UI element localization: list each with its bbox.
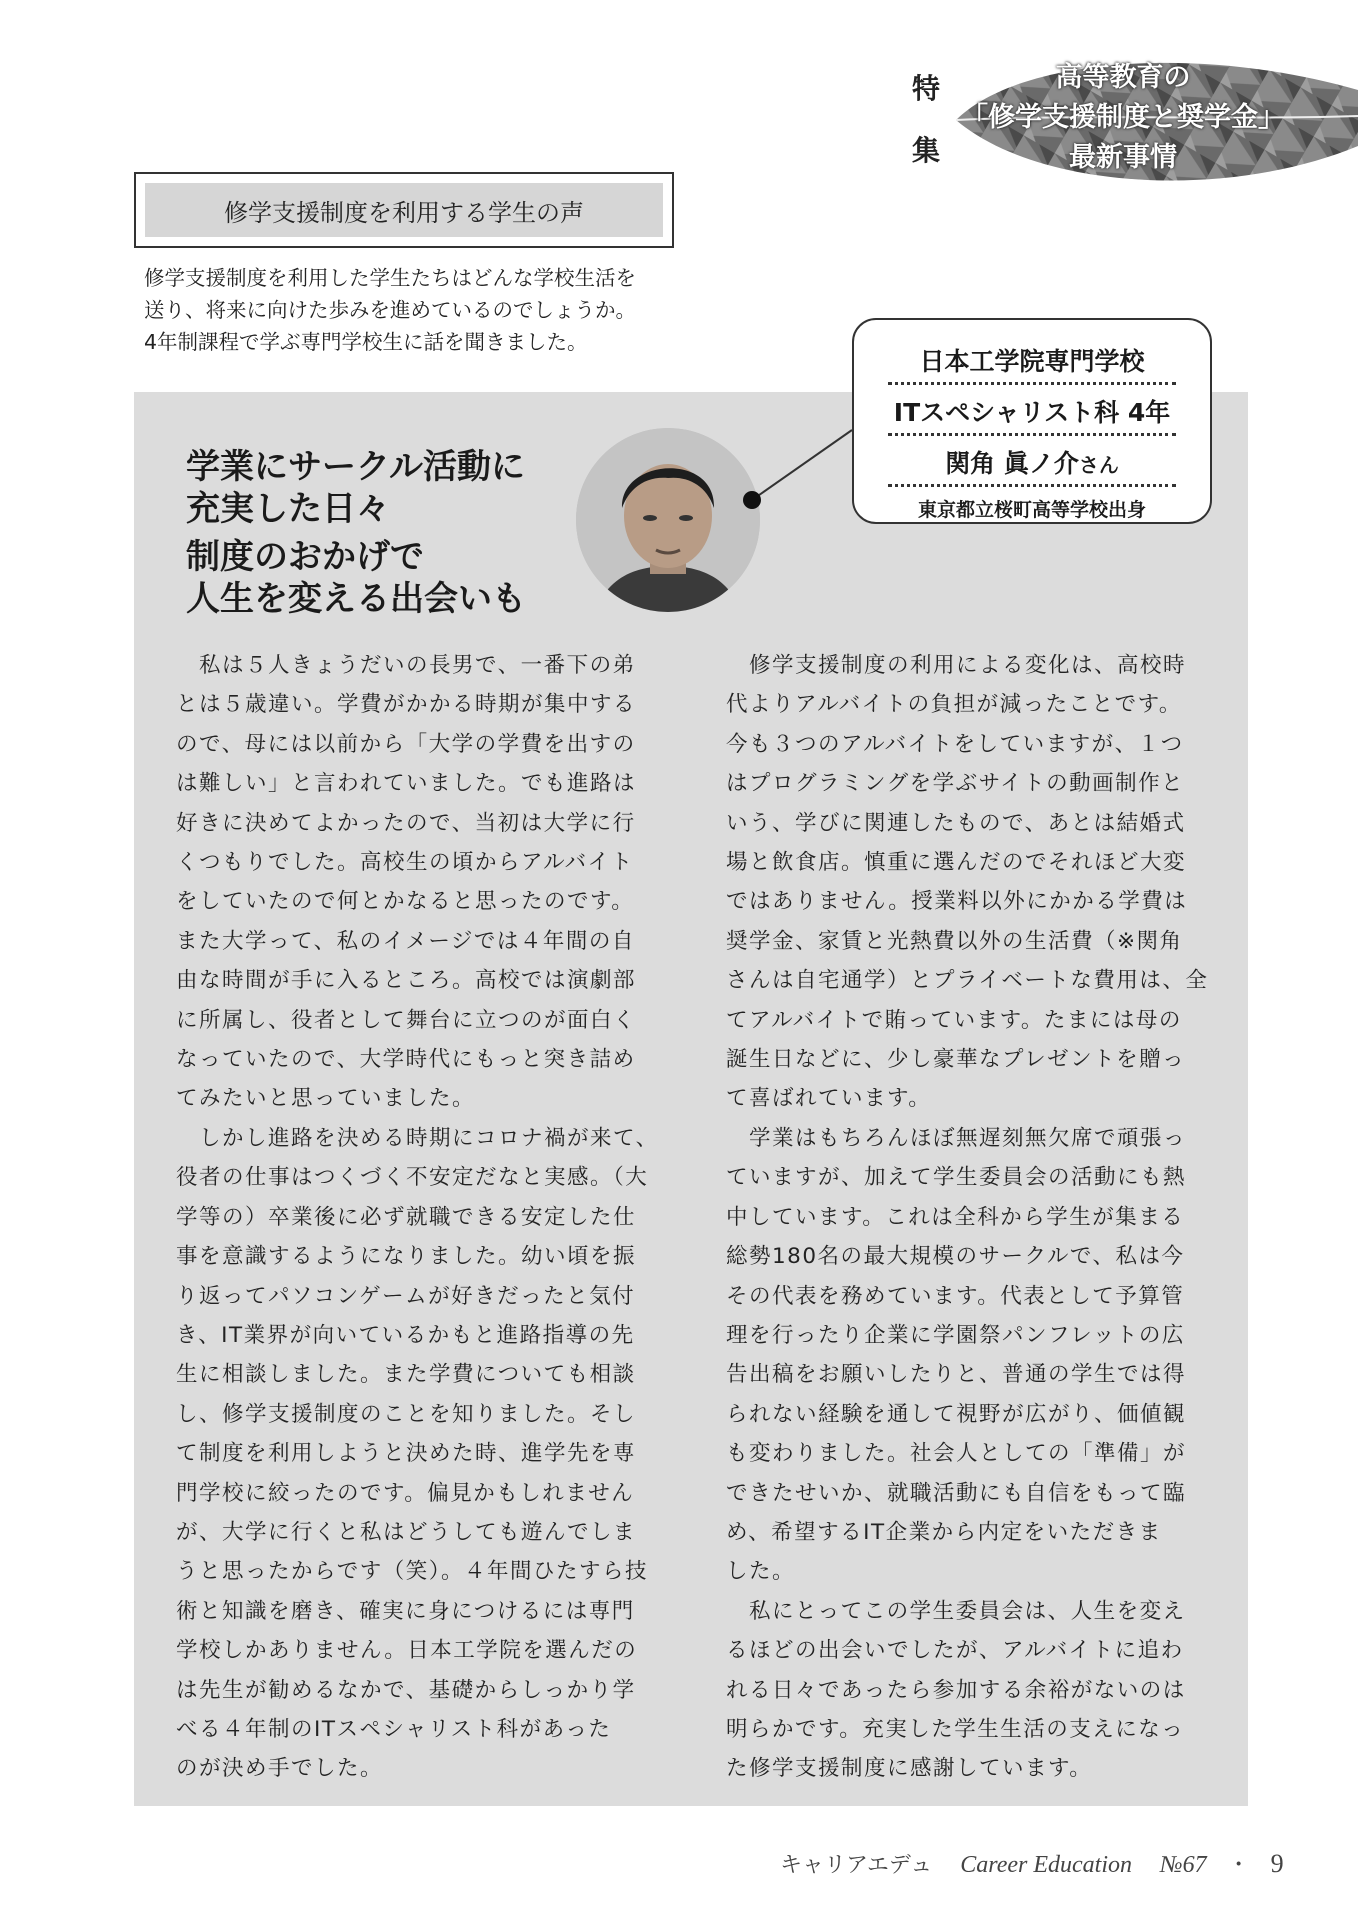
body-line: くつもりでした。高校生の頃からアルバイト: [176, 850, 634, 876]
intro-line: 修学支援制度を利用した学生たちはどんな学校生活を: [144, 266, 636, 290]
profile-card: [852, 318, 1212, 524]
page-number: 9: [1270, 1849, 1284, 1878]
body-line: は先生が勧めるなかで、基礎からしっかり学: [176, 1677, 636, 1703]
body-line: き、IT業界が向いているかもと進路指導の先: [176, 1322, 635, 1348]
body-line: てアルバイトで賄っています。たまには母の: [726, 1007, 1182, 1033]
feature-title-line: 高等教育の: [1055, 62, 1191, 93]
body-line: ではありません。授業料以外にかかる学費は: [726, 889, 1188, 915]
body-line: なっていたので、大学時代にもっと突き詰め: [176, 1047, 636, 1073]
intro-line: 4年制課程で学ぶ専門学校生に話を聞きました。: [144, 330, 588, 354]
headline: [186, 446, 586, 620]
body-line: 場と飲食店。慎重に選んだのでそれほど大変: [726, 850, 1187, 876]
feature-mark-char: 集: [911, 134, 940, 167]
body-line: 事を意識するようになりました。幼い頃を振: [176, 1244, 637, 1270]
body-column-left: [176, 646, 682, 1789]
headline-line: 制度のおかげで: [186, 537, 424, 577]
body-line: をしていたので何とかなると思ったのです。: [176, 889, 635, 915]
body-line: て喜ばれています。: [726, 1086, 932, 1112]
body-line: さんは自宅通学）とプライベートな費用は、全: [726, 968, 1209, 994]
body-line: 今も３つのアルバイトをしていますが、１つ: [726, 731, 1184, 757]
footer-magazine-ja: キャリアエデュ: [780, 1853, 933, 1878]
profile-name: 関角 眞ノ介: [945, 449, 1079, 478]
body-line: 総勢180名の最大規模のサークルで、私は今: [726, 1244, 1185, 1270]
body-line: られない経験を通して視野が広がり、価値観: [726, 1401, 1187, 1427]
body-line: も変わりました。社会人としての「準備」が: [726, 1441, 1187, 1467]
body-line: できたせいか、就職活動にも自信をもって臨: [726, 1480, 1187, 1506]
body-line: 学等の）卒業後に必ず就職できる安定した仕: [176, 1204, 637, 1230]
body-line: は難しい」と言われていました。でも進路は: [176, 771, 637, 797]
body-line: 学業はもちろんほぼ無遅刻無欠席で頑張っ: [726, 1125, 1187, 1151]
body-line: その代表を務めています。代表として予算管: [726, 1283, 1185, 1309]
body-line: 術と知識を磨き、確実に身につけるには専門: [176, 1598, 635, 1624]
profile-name-line: [888, 444, 1176, 487]
body-line: 私にとってこの学生委員会は、人生を変え: [726, 1598, 1186, 1624]
body-line: てみたいと思っていました。: [176, 1086, 476, 1112]
headline-part-2: [186, 536, 586, 620]
footer-magazine-en: Career Education: [960, 1852, 1132, 1878]
profile-department: ITスペシャリスト科 4年: [888, 393, 1176, 436]
body-column-right: [726, 646, 1232, 1789]
headline-line: 人生を変える出会いも: [186, 579, 526, 619]
body-line: 由な時間が手に入るところ。高校では演劇部: [176, 968, 637, 994]
body-line: た修学支援制度に感謝しています。: [726, 1756, 1093, 1782]
footer-separator: ・: [1227, 1853, 1250, 1878]
body-line: 奨学金、家賃と光熱費以外の生活費（※関角: [726, 928, 1183, 954]
feature-title-line: 「修学支援制度と奨学金」: [961, 102, 1285, 133]
body-line: 好きに決めてよかったので、当初は大学に行: [176, 810, 636, 836]
body-line: 理を行ったり企業に学園祭パンフレットの広: [726, 1322, 1185, 1348]
profile-high-school: 東京都立桜町高等学校出身: [917, 499, 1146, 521]
body-line: が、大学に行くと私はどうしても遊んでしま: [176, 1519, 637, 1545]
body-line: り返ってパソコンゲームが好きだったと気付: [176, 1283, 636, 1309]
body-line: 誕生日などに、少し豪華なプレゼントを贈っ: [726, 1047, 1186, 1073]
body-line: 門学校に絞ったのです。偏見かもしれません: [176, 1480, 635, 1506]
intro-line: 送り、将来に向けた歩みを進めているのでしょうか。: [144, 298, 636, 322]
feature-title: [958, 58, 1288, 178]
body-line: に所属し、役者として舞台に立つのが面白く: [176, 1007, 637, 1033]
body-line: るほどの出会いでしたが、アルバイトに追わ: [726, 1638, 1184, 1664]
headline-line: 充実した日々: [186, 489, 390, 529]
callout-connector: [740, 420, 860, 520]
body-line: 私は５人きょうだいの長男で、一番下の弟: [176, 653, 636, 678]
headline-part-1: [186, 446, 586, 530]
section-heading: 修学支援制度を利用する学生の声: [145, 183, 663, 237]
feature-mark: [906, 58, 946, 182]
intro-text: [144, 262, 704, 358]
body-line: した。: [726, 1559, 796, 1585]
body-line: のが決め手でした。: [176, 1756, 384, 1782]
body-line: 告出稿をお願いしたりと、普通の学生では得: [726, 1362, 1187, 1388]
feature-mark-char: 特: [911, 72, 940, 105]
body-line: いう、学びに関連したもので、あとは結婚式: [726, 810, 1186, 836]
headline-line: 学業にサークル活動に: [186, 447, 525, 487]
profile-honorific: さん: [1078, 453, 1119, 477]
section-heading-box: [134, 172, 674, 248]
body-line: 役者の仕事はつくづく不安定だなと実感。（大: [176, 1165, 649, 1191]
body-line: め、希望するIT企業から内定をいただきま: [726, 1519, 1162, 1545]
body-line: 中しています。これは全科から学生が集まる: [726, 1204, 1185, 1230]
feature-title-line: 最新事情: [1069, 142, 1177, 173]
page-footer: [780, 1848, 1284, 1879]
body-line: 生に相談しました。また学費についても相談: [176, 1362, 636, 1388]
body-line: 代よりアルバイトの負担が減ったことです。: [726, 692, 1182, 718]
body-line: し、修学支援制度のことを知りました。そし: [176, 1401, 637, 1427]
body-line: また大学って、私のイメージでは４年間の自: [176, 928, 635, 954]
body-line: れる日々であったら参加する余裕がないのは: [726, 1677, 1186, 1703]
body-line: しかし進路を決める時期にコロナ禍が来て、: [176, 1125, 659, 1151]
body-line: 学校しかありません。日本工学院を選んだの: [176, 1638, 638, 1664]
body-line: とは５歳違い。学費がかかる時期が集中する: [176, 692, 637, 718]
body-line: べる４年制のITスペシャリスト科があった: [176, 1716, 612, 1742]
body-line: て制度を利用しようと決めた時、進学先を専: [176, 1441, 637, 1467]
body-line: ので、母には以前から「大学の学費を出すの: [176, 731, 636, 757]
body-line: 修学支援制度の利用による変化は、高校時: [726, 653, 1187, 678]
body-line: はプログラミングを学ぶサイトの動画制作と: [726, 771, 1185, 797]
footer-issue: №67: [1160, 1852, 1207, 1878]
body-line: ていますが、加えて学生委員会の活動にも熱: [726, 1165, 1187, 1191]
body-line: 明らかです。充実した学生生活の支えになっ: [726, 1716, 1185, 1742]
student-photo: [576, 428, 760, 612]
body-line: うと思ったからです（笑）。４年間ひたすら技: [176, 1559, 649, 1585]
profile-school: 日本工学院専門学校: [888, 342, 1176, 385]
